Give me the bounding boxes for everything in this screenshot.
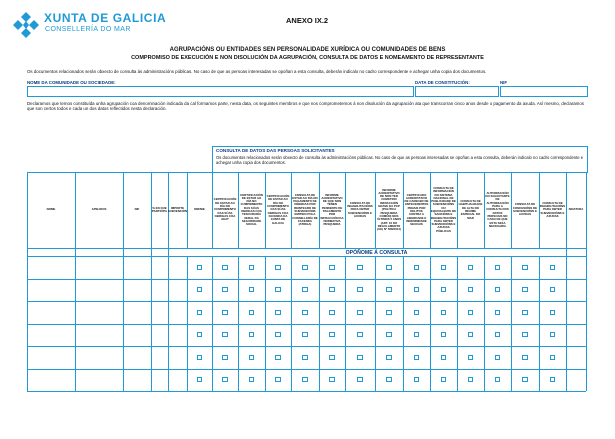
column-header: CONSULTA DE INHABILITACIÓNS PARA OBTER SUBVENCIÓNS E AXUDAS: [347, 200, 373, 218]
signature-cell[interactable]: [567, 325, 585, 346]
column-header: CERTIFICACIÓN DE ESTAR AO DÍA NO CUMPRIMENTO DAS SÚAS OBRIGAS COA AEAT: [213, 197, 237, 222]
column-header: IMPORTE SUBVENCIÓN: [167, 205, 188, 213]
signature-cell[interactable]: [567, 280, 585, 301]
consent-box: [212, 146, 588, 173]
column-header: APELIDOS: [91, 207, 107, 212]
members-table: [27, 172, 586, 391]
member-data-cell[interactable]: [76, 347, 122, 368]
member-data-cell[interactable]: [152, 257, 167, 278]
oppose-checkbox[interactable]: [275, 377, 280, 382]
oppose-checkbox[interactable]: [275, 332, 280, 337]
column-header: CONSULTA DE ESTAR AO DÍA NO PAGAMENTO DE DÉBEDAS POR REINTEGRO DE SUBVENCIÓNS EMITIDO POLA CONSELLERÍA DE FACENDA (ATRIGA): [292, 192, 318, 227]
oppose-checkbox[interactable]: [222, 310, 227, 315]
oppose-checkbox[interactable]: [441, 310, 446, 315]
member-data-cell[interactable]: [76, 257, 122, 278]
oppose-checkbox[interactable]: [222, 377, 227, 382]
oppose-checkbox[interactable]: [414, 377, 419, 382]
member-data-cell[interactable]: [169, 370, 186, 391]
oppose-checkbox[interactable]: [329, 287, 334, 292]
member-data-cell[interactable]: [76, 280, 122, 301]
oppose-checkbox[interactable]: [357, 355, 362, 360]
oppose-checkbox[interactable]: [414, 332, 419, 337]
row-divider: [27, 391, 586, 392]
column-header: CERTIFICACIÓN DE ESTAR AO DÍA NO CUMPRIMENTO DAS SÚAS OBRIGAS COA TESOURARÍA XERAL DA SEGURIDADE SOCIAL: [240, 192, 263, 227]
oppose-checkbox[interactable]: [468, 332, 473, 337]
nif-field[interactable]: [500, 86, 588, 97]
oppose-checkbox[interactable]: [222, 355, 227, 360]
oppose-checkbox[interactable]: [386, 265, 391, 270]
oppose-checkbox[interactable]: [302, 310, 307, 315]
column-header: CONSULTA DE HABITUALIDADE DE ALTA NO RÉXIME ESPECIAL DO MAR: [458, 199, 483, 220]
oppose-checkbox[interactable]: [495, 355, 500, 360]
member-data-cell[interactable]: [169, 280, 186, 301]
nif-label: NIF: [500, 80, 508, 85]
constitution-date-label: DATA DE CONSTITUCIÓN:: [415, 80, 470, 85]
oppose-checkbox[interactable]: [550, 377, 555, 382]
oppose-checkbox[interactable]: [197, 265, 202, 270]
member-data-cell[interactable]: [28, 302, 74, 323]
oppose-checkbox[interactable]: [550, 310, 555, 315]
oppose-checkbox[interactable]: [275, 287, 280, 292]
oppose-checkbox[interactable]: [441, 355, 446, 360]
oppose-checkbox[interactable]: [222, 332, 227, 337]
xunta-logo-icon: [11, 10, 41, 40]
oppose-checkbox[interactable]: [468, 265, 473, 270]
signature-cell[interactable]: [567, 347, 585, 368]
constitution-date-field[interactable]: [415, 86, 499, 97]
oppose-checkbox[interactable]: [357, 287, 362, 292]
column-header: CERTIFICACIÓN DE ESTAR AO DÍA NO CUMPRIMENTO DAS SÚAS OBRIGAS COA FACENDA DA XUNTA DE GALICIA: [266, 194, 290, 225]
oppose-checkbox[interactable]: [357, 265, 362, 270]
oppose-checkbox[interactable]: [522, 310, 527, 315]
member-data-cell[interactable]: [28, 347, 74, 368]
oppose-checkbox[interactable]: [302, 377, 307, 382]
oppose-checkbox[interactable]: [329, 377, 334, 382]
oppose-checkbox[interactable]: [441, 332, 446, 337]
member-data-cell[interactable]: [28, 257, 74, 278]
oppose-consult-label: OPÓÑOME Á CONSULTA: [345, 249, 408, 256]
oppose-checkbox[interactable]: [522, 332, 527, 337]
oppose-checkbox[interactable]: [522, 355, 527, 360]
oppose-checkbox[interactable]: [249, 332, 254, 337]
oppose-checkbox[interactable]: [386, 355, 391, 360]
oppose-checkbox[interactable]: [197, 287, 202, 292]
oppose-checkbox[interactable]: [386, 377, 391, 382]
column-header: CONSULTA DE INFORMACIÓN DO SISTEMA NACIONAL DE PUBLICIDADE DE SUBVENCIÓNS OU EQUIVALENTE DE SANCIÓNS E INHABILITACIÓNS PARA OBTER SUBVENCIÓNS E AXUDAS PÚBLICAS: [430, 185, 457, 233]
oppose-checkbox[interactable]: [329, 332, 334, 337]
oppose-checkbox[interactable]: [550, 287, 555, 292]
oppose-checkbox[interactable]: [222, 287, 227, 292]
oppose-checkbox[interactable]: [249, 265, 254, 270]
oppose-checkbox[interactable]: [249, 377, 254, 382]
oppose-checkbox[interactable]: [386, 332, 391, 337]
column-header: CERTIFICADO ACREDITATIVO DE CARECER DE ANTECEDENTES PENAIS POR DELITOS CONTRA A LIBERDADE E INDEMNIDADE SEXUAIS: [404, 192, 429, 227]
col-divider: [586, 172, 587, 391]
column-header: AUTORIZACIÓN DO SOLICITANTE DE AUTORIZACIÓN PARA A CONSULTA DOS DATOS PERSOAIS NO CASO DE QUE ESTA SEXA NECESARIA: [485, 190, 510, 228]
oppose-checkbox[interactable]: [414, 310, 419, 315]
oppose-checkbox[interactable]: [468, 287, 473, 292]
member-data-cell[interactable]: [28, 325, 74, 346]
intro-note: Os documentos relacionados serán obxecto de consulta ás administracións públicas. No caso de que as persoas interesadas se opoñan a esta consulta, deberán indicalo no cadro correspondente e achegar unha copia dos documentos.: [27, 69, 487, 74]
oppose-checkbox[interactable]: [197, 332, 202, 337]
member-data-cell[interactable]: [152, 280, 167, 301]
oppose-checkbox[interactable]: [275, 355, 280, 360]
oppose-checkbox[interactable]: [275, 265, 280, 270]
oppose-checkbox[interactable]: [302, 355, 307, 360]
column-header: CONSULTA DE INHABILITACIÓNS PARA OBTER SUBVENCIÓNS E AXUDAS: [539, 200, 566, 218]
oppose-checkbox[interactable]: [357, 377, 362, 382]
oppose-checkbox[interactable]: [197, 310, 202, 315]
oppose-checkbox[interactable]: [249, 287, 254, 292]
oppose-checkbox[interactable]: [468, 377, 473, 382]
oppose-checkbox[interactable]: [386, 287, 391, 292]
oppose-checkbox[interactable]: [522, 287, 527, 292]
member-data-cell[interactable]: [124, 347, 150, 368]
signature-cell[interactable]: [567, 302, 585, 323]
member-data-cell[interactable]: [124, 257, 150, 278]
oppose-checkbox[interactable]: [495, 377, 500, 382]
oppose-checkbox[interactable]: [197, 377, 202, 382]
page-subtitle: COMPROMISO DE EXECUCIÓN E NON DISOLUCIÓN DA AGRUPACIÓN, CONSULTA DE DATOS E NOMEAMENTO DE REPRESENTANTE: [131, 55, 484, 61]
oppose-checkbox[interactable]: [302, 332, 307, 337]
logo-title: XUNTA DE GALICIA: [44, 11, 167, 25]
column-header: INFORME ACREDITATIVO DE NON TER COMETIDO INFRACCIÓN GRAVE DA PCP (POLÍTICA PESQUEIRA COMÚN) NOS ÚLTIMOS 5 ANOS (ART. 10 DO REGULAMENTO (UE) Nº 508/2014): [376, 187, 402, 232]
oppose-checkbox[interactable]: [414, 355, 419, 360]
logo-subtitle: CONSELLERÍA DO MAR: [45, 26, 131, 33]
member-data-cell[interactable]: [124, 302, 150, 323]
member-data-cell[interactable]: [28, 280, 74, 301]
member-data-cell[interactable]: [152, 302, 167, 323]
oppose-checkbox[interactable]: [197, 355, 202, 360]
oppose-checkbox[interactable]: [302, 265, 307, 270]
member-data-cell[interactable]: [152, 347, 167, 368]
oppose-checkbox[interactable]: [414, 265, 419, 270]
oppose-checkbox[interactable]: [302, 287, 307, 292]
society-name-label: NOME DA COMUNIDADE OU SOCIEDADE:: [27, 80, 116, 85]
column-header: NOME: [46, 207, 56, 212]
member-data-cell[interactable]: [169, 302, 186, 323]
oppose-checkbox[interactable]: [329, 310, 334, 315]
signature-cell[interactable]: [567, 257, 585, 278]
oppose-checkbox[interactable]: [414, 287, 419, 292]
oppose-checkbox[interactable]: [357, 310, 362, 315]
oppose-checkbox[interactable]: [550, 355, 555, 360]
oppose-checkbox[interactable]: [495, 310, 500, 315]
member-data-cell[interactable]: [169, 325, 186, 346]
oppose-checkbox[interactable]: [222, 265, 227, 270]
member-data-cell[interactable]: [28, 370, 74, 391]
oppose-checkbox[interactable]: [249, 355, 254, 360]
oppose-checkbox[interactable]: [386, 310, 391, 315]
column-header: SINATURA: [568, 207, 584, 212]
signature-cell[interactable]: [567, 370, 585, 391]
column-header: % EN QUE PARTICIPA: [151, 205, 168, 213]
member-data-cell[interactable]: [152, 370, 167, 391]
member-data-cell[interactable]: [76, 325, 122, 346]
oppose-checkbox[interactable]: [441, 287, 446, 292]
oppose-checkbox[interactable]: [249, 310, 254, 315]
column-header: INFORME ACREDITATIVO DE QUE NON TEÑEN PENDENTE DE PAGAMENTO POR INFRACCIÓN DA NORMATIVA PESQUEIRA: [320, 192, 344, 227]
society-name-field[interactable]: [27, 86, 414, 97]
member-data-cell[interactable]: [169, 257, 186, 278]
oppose-checkbox[interactable]: [441, 265, 446, 270]
column-header: DNI/NIE: [194, 207, 205, 212]
member-data-cell[interactable]: [76, 370, 122, 391]
page-title: AGRUPACIÓNS OU ENTIDADES SEN PERSONALIDADE XURÍDICA OU COMUNIDADES DE BENS: [169, 47, 446, 53]
oppose-checkbox[interactable]: [441, 377, 446, 382]
oppose-checkbox[interactable]: [275, 310, 280, 315]
annex-label: ANEXO IX.2: [286, 16, 329, 25]
oppose-checkbox[interactable]: [495, 332, 500, 337]
consent-text: Os documentos relacionados serán obxecto de consulta ás administracións públicas. No caso de que as persoas interesadas se opoñan a esta consulta, deberán indicalo no cadro correspondente e achegar unha copia dos documentos.: [216, 155, 584, 165]
member-data-cell[interactable]: [76, 302, 122, 323]
member-data-cell[interactable]: [152, 325, 167, 346]
member-data-cell[interactable]: [124, 325, 150, 346]
column-header: NIF: [134, 207, 140, 212]
oppose-checkbox[interactable]: [495, 265, 500, 270]
oppose-checkbox[interactable]: [329, 355, 334, 360]
consent-title: CONSULTA DE DATOS DAS PERSOAS SOLICITANTES: [216, 148, 335, 153]
member-data-cell[interactable]: [124, 280, 150, 301]
oppose-checkbox[interactable]: [468, 355, 473, 360]
column-header: CONSULTA DE CONCESIÓNS DE SUBVENCIÓNS E AXUDAS: [512, 202, 538, 217]
declaration-text: Declaramos que temos constituída unha agrupación coa denominación indicada da cal formamos parte, nesta data, os seguintes membros e que nos comprometemos á non disolución da agrupación ata que transcorran cinco anos desde o pagamento da axuda. Así mesmo, declaramos que son certos todos e cada un dos datos reflectidos nesta declaración.: [27, 101, 584, 112]
oppose-checkbox[interactable]: [522, 265, 527, 270]
oppose-checkbox[interactable]: [468, 310, 473, 315]
oppose-checkbox[interactable]: [357, 332, 362, 337]
oppose-checkbox[interactable]: [522, 377, 527, 382]
oppose-checkbox[interactable]: [329, 265, 334, 270]
oppose-checkbox[interactable]: [495, 287, 500, 292]
member-data-cell[interactable]: [169, 347, 186, 368]
oppose-checkbox[interactable]: [550, 265, 555, 270]
member-data-cell[interactable]: [124, 370, 150, 391]
oppose-checkbox[interactable]: [550, 332, 555, 337]
